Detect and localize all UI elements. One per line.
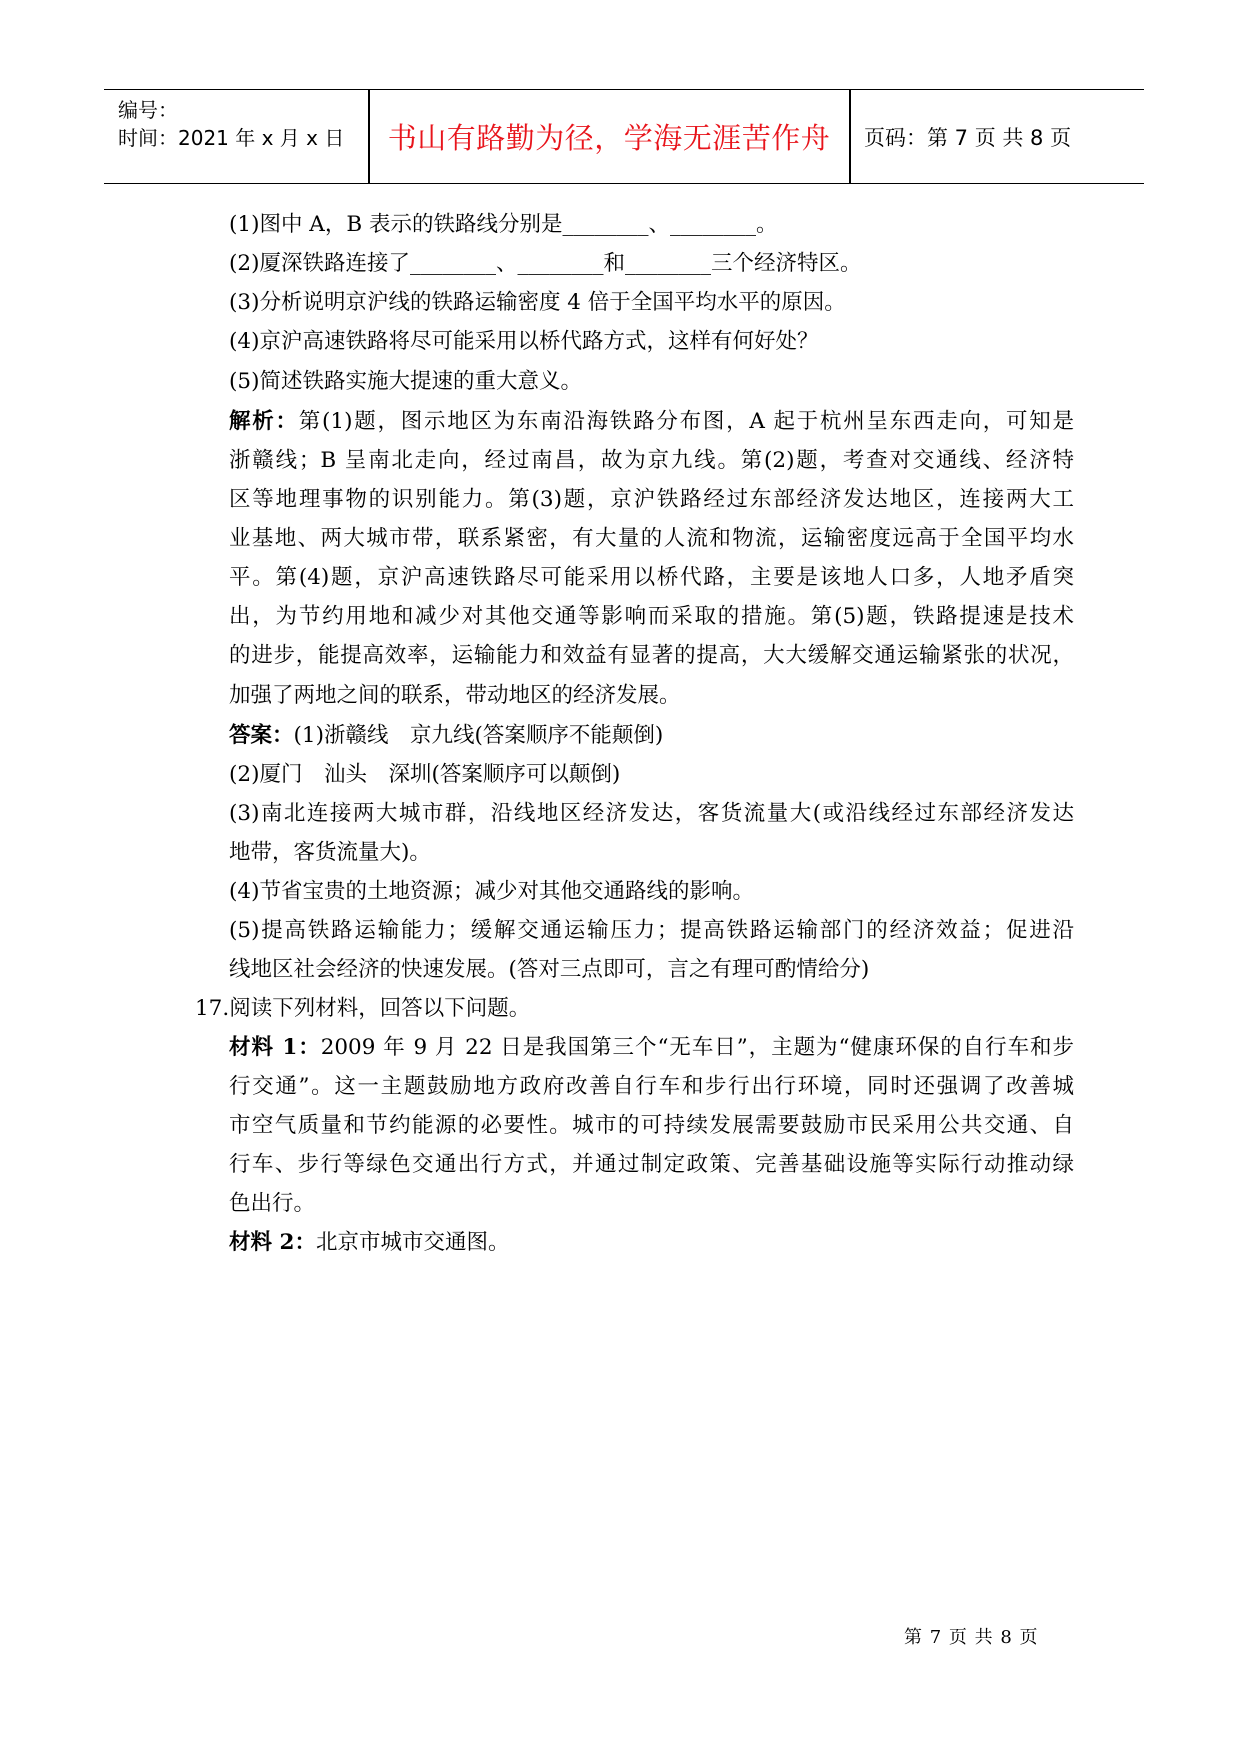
- question-17-title: 17.阅读下列材料，回答以下问题。: [195, 996, 531, 1021]
- answer-line: 答案：(1)浙赣线 京九线(答案顺序不能颠倒): [229, 723, 664, 748]
- question-1: (1)图中 A，B 表示的铁路线分别是________、________。: [229, 212, 778, 237]
- analysis-line: 平。第(4)题，京沪高速铁路尽可能采用以桥代路，主要是该地人口多，人地矛盾突: [229, 565, 1074, 590]
- material-1-line: 色出行。: [229, 1191, 316, 1216]
- document-number-label: 编号：: [118, 98, 178, 122]
- material-1-line: 行交通”。这一主题鼓励地方政府改善自行车和步行出行环境，同时还强调了改善城: [229, 1074, 1074, 1099]
- header-motto: 书山有路勤为径，学海无涯苦作舟: [387, 121, 831, 155]
- answer-line: (2)厦门 汕头 深圳(答案顺序可以颠倒): [229, 762, 621, 787]
- header-page-info: 页码：第 7 页 共 8 页: [864, 125, 1072, 150]
- material-1-line: 材料 1：2009 年 9 月 22 日是我国第三个“无车日”，主题为“健康环保的自行车和步: [229, 1035, 1074, 1060]
- answer-line: (3)南北连接两大城市群，沿线地区经济发达，客货流量大(或沿线经过东部经济发达: [229, 801, 1074, 826]
- answer-label: 答案：: [229, 723, 294, 748]
- page-footer: 第 7 页 共 8 页: [904, 1627, 1039, 1648]
- document-body: [195, 205, 1074, 1262]
- question-4: (4)京沪高速铁路将尽可能采用以桥代路方式，这样有何好处？: [229, 329, 819, 354]
- analysis-label: 解析：: [229, 409, 299, 434]
- material-2-line: 材料 2：北京市城市交通图。: [229, 1230, 510, 1255]
- document-time-label: 时间：2021 年 x 月 x 日: [118, 126, 345, 150]
- analysis-line: 业基地、两大城市带，联系紧密，有大量的人流和物流，运输密度远高于全国平均水: [229, 526, 1074, 551]
- material-2-label: 材料 2：: [229, 1230, 316, 1255]
- analysis-line: 的进步，能提高效率，运输能力和效益有显著的提高，大大缓解交通运输紧张的状况，: [229, 643, 1074, 668]
- answer-line: (5)提高铁路运输能力；缓解交通运输压力；提高铁路运输部门的经济效益；促进沿: [229, 918, 1074, 943]
- analysis-line: 出，为节约用地和减少对其他交通等影响而采取的措施。第(5)题，铁路提速是技术: [229, 604, 1074, 629]
- material-1-line: 市空气质量和节约能源的必要性。城市的可持续发展需要鼓励市民采用公共交通、自: [229, 1113, 1074, 1138]
- question-2: (2)厦深铁路连接了________、________和________三个经济特区。: [229, 251, 862, 276]
- page-header: [104, 89, 1144, 184]
- analysis-line: 加强了两地之间的联系，带动地区的经济发展。: [229, 683, 681, 708]
- material-1-label: 材料 1：: [229, 1035, 321, 1060]
- analysis-line: 解析：第(1)题，图示地区为东南沿海铁路分布图，A 起于杭州呈东西走向，可知是: [229, 409, 1074, 434]
- answer-line: 地带，客货流量大)。: [229, 840, 431, 865]
- answer-line: (4)节省宝贵的土地资源；减少对其他交通路线的影响。: [229, 879, 754, 904]
- answer-line: 线地区社会经济的快速发展。(答对三点即可，言之有理可酌情给分): [229, 957, 870, 982]
- analysis-line: 浙赣线；B 呈南北走向，经过南昌，故为京九线。第(2)题，考查对交通线、经济特: [229, 448, 1074, 473]
- header-divider: [849, 90, 851, 183]
- material-1-line: 行车、步行等绿色交通出行方式，并通过制定政策、完善基础设施等实际行动推动绿: [229, 1152, 1074, 1177]
- question-5: (5)简述铁路实施大提速的重大意义。: [229, 369, 582, 394]
- analysis-line: 区等地理事物的识别能力。第(3)题，京沪铁路经过东部经济发达地区，连接两大工: [229, 487, 1074, 512]
- question-3: (3)分析说明京沪线的铁路运输密度 4 倍于全国平均水平的原因。: [229, 290, 846, 315]
